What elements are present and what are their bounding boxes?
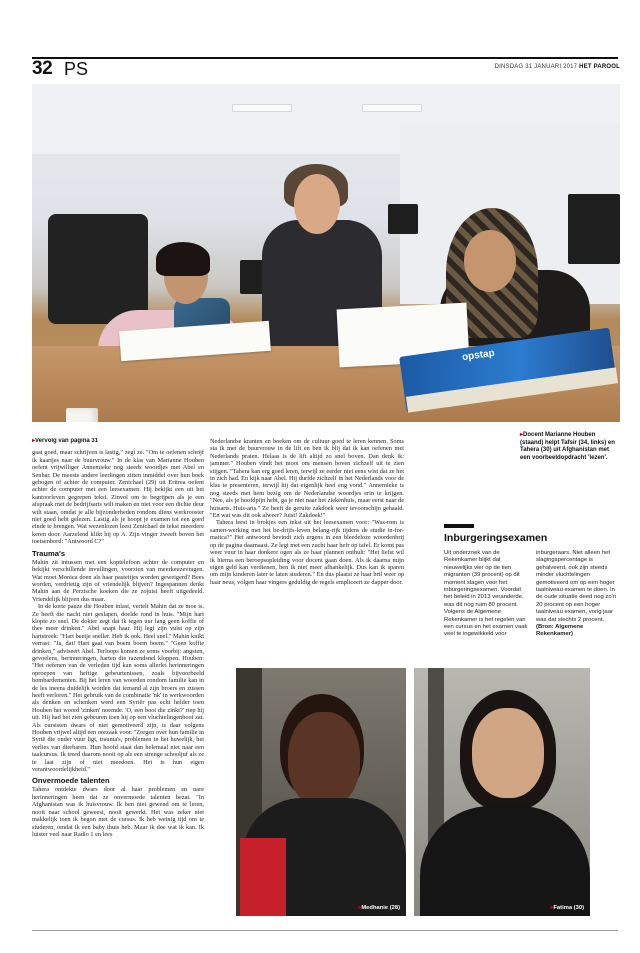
article-column-2: [210, 438, 404, 662]
article-column-1: [32, 438, 204, 926]
face: [294, 174, 340, 234]
face: [464, 230, 516, 292]
ceiling-light: [362, 104, 422, 112]
box-body: Uit onderzoek van de Rekenkamer blijkt dat nieuwelijks vier op de tien migranten (39 procent) op dit moment slagen voor het inburgeringsexamen. Voordat het beleid in 2013 veranderde, was dit nog ruim 80 procent. Volgens de Algemene Rekenkamer is het regelen van een cursus en het examen vaak veel te ingewikkeld voor inburgeraars. Niet alleen het slagingspercentage is gehalveerd, ook zijn steeds minder vluchtelingen gemotiveerd om op een hoger taalniveau examen te doen. In de oude situatie deed nog zo'n 20 procent op een hoger taalniveau examen, vorig jaar was dat slechts 2 procent.: [444, 550, 617, 638]
top-rule: [32, 57, 618, 59]
section-name: PS: [64, 59, 89, 79]
portrait-label: ▸ Fatima (30): [550, 905, 584, 911]
face: [288, 712, 360, 808]
paragraph: gaat goed, maar schrijven is lastig," zegt ze. "Om te oefenen schrijf ik kaartjes naar de buurvrouw." In de klas van Marianne Houben oefent vrijwilliger Annemieke nog steeds woordjes met Abel en Senhar. De meeste andere leerlingen zitten inmiddel over hun boek gebogen of achter de computer. Zenichael (29) uit Eritrea oefent achter de computer met een leesexamen. Hij bekijkt een uit het kantoorleven gegrepen tekst. Zinvol om te begrijpen als je een afspraak met de bedrijfsarts wilt maken en niet voor een dichte deur wilt staan, omdat je alle bijzonderheden rondom diens werkrooster niet goed hebt gelezen. Lastig als je hoopt je examen tot een goed einde te brengen. Wat wezenlozen leest Zenichael de tekst meerdere keren door. Aarzelend klikt hij op A. Zijn vinger zweeft boven het toetsenbord: "Antwoord C?": [32, 449, 204, 546]
page-number: 32: [32, 58, 53, 79]
paragraph: Mahin zit intussen met een koptelefoon achter de computer en bekijkt verschillende invullingen, voorzien van meerkeuzevragen. Wat moet Monica doen als haar pasteitjes worden geweigerd? Bees worden, verdrietig zijn of vriendelijk blijven? Ingespannen denkt Mahin aan de Perzische koeken die ze zojuist heeft uitgedeeld. Vriendelijk blijven dus maar.: [32, 558, 204, 603]
box-heading: Inburgeringsexamen: [444, 532, 548, 544]
black-top: [420, 806, 590, 916]
portrait-fatima: [414, 668, 590, 916]
book-title: opstap: [461, 347, 496, 364]
continued-from: ▸ Vervolg van pagina 31: [32, 438, 204, 445]
paragraph: Nederlandse kranten en boeken om de cultuur goed te leren kennen. Soms sta ik met de buurvrouw in de lift en ben ik blij dat ik kan oefenen met Nederlands praten. Helaas is de lift altijd zo snel boven. Dan denk ik: jammer." Houben vindt het mooi om mensen boven zichzelf uit te zien stijgen. "Tahera kan erg goed leren, terwijl ze eerder niet eens wist dat ze het in zich had. En kijk naar Abel. Hij durfde zichzelf in het Nederlands voor de klas te presenteren, terwijl hij dat eigenlijk heel eng vond." Annemieke is nog steeds met hem bezig om de Nederlandse woordjes erin te krijgen. "Nee, als je hoofdpijn hebt, ga je niet naar het ziekenhuis, maar eerst naar de huisarts. Huis-arts." Ze heeft de geruite zakdoek weer tevoorschijn gehaald. "En wat was dit ook alweer? Juist! Zakdoek!": [210, 438, 404, 520]
paper-cup: [66, 408, 98, 422]
subheading: Onvermoede talenten: [32, 776, 110, 786]
paragraph: In de korte pauze die Houben inlast, vertelt Mahin dat ze moe is. Ze heeft die nacht niet geslapen, doelde rond in huis. "Mijn hart klopte zo snel. De dokter zegt dat ik tegen uur lang geen koffie of thee meer drinken." Abel snapt haar. Hij legt zijn vuist op zijn hartstreek: "Hart beetje sneller. Heb ik ook. Heel snel." Mahin knikt verrast: "Ja, dat! Hart gaat van boem boem boem." "Geen koffie drinken," adviseert Abel. Terloops komen ze soms voorbij: angsten, gevoelens, herinneringen, harten die razendsnel kloppen. Houben: "Het oefenen van de verleden tijd kan soms allerlei herinneringen oproepen van heftige gebeurtenissen, zoals bijvoorbeeld bombardementen. Bij het leren van woorden rondom familie kan in de les ineens duidelijk worden dat iemand al zijn broers en zussen heeft verloren." Het gebruik van de combinatie 'nk' in werkwoorden als denken en schenken werd een Syriër pas echt helder toen Houben het woord 'zinken' noemde. 'O, een boot die zinkt?' riep hij uit. Hij had het zien gebeuren toen hij op een vluchtelingenboot zat. Als cursisten dwars of niet gemotiveerd zijn, is daar volgens Houben vrijwel altijd een oorzaak voor. "Zorgen over hun familie in Syrië die onder vuur ligt, trauma's, problemen in het huwelijk, het verlies van dierbaren. Hun hoofd staat dan helemaal niet naar een taalcursus. Ik treed daarom nooit op als een strenge schooljuf als ze te laat zijn of niet meedoen. Het is hun eigen verantwoordelijkheid.": [32, 603, 204, 774]
box-source: (Bron: Algemene Rekenkamer): [536, 624, 584, 638]
paper-name: HET PAROOL: [579, 64, 620, 70]
issue-date: DINSDAG 31 JANUARI 2017 HET PAROOL: [494, 64, 620, 70]
box-marker: [444, 524, 474, 528]
computer-monitor: [568, 194, 620, 264]
main-photo: [32, 84, 620, 422]
portrait-medhanie: [236, 668, 406, 916]
red-shirt: [240, 838, 286, 916]
portrait-label: ▸ Medhanie (28): [358, 905, 400, 911]
page-header: [32, 60, 620, 80]
bottom-rule: [32, 930, 618, 931]
subheading: Trauma's: [32, 548, 66, 558]
computer-monitor: [388, 204, 418, 234]
photo-caption: ▸ Docent Marianne Houben (staand) helpt Tafsir (34, links) en Tahera (30) uit Afghanistan met een voorbeeldopdracht 'lezen'.: [520, 432, 620, 462]
ceiling-light: [232, 104, 292, 112]
face: [472, 708, 544, 798]
paragraph: Tahera leest in brokjes een tekst uit het leesexamen voor: "Was-rom is samen-werking met het be-drijfs-leven belang-rijk tijdens de studie in-for-matica?" Het antwoord bevindt zich ergens in een bleedeloze woordenbrij op de pagina daarnaast. Ze legt met een zucht haar hefr op tafel. Er komt pas weer vuur in haar donkere ogen als ze haar plannen onthult: "Het liefst wil ik hierna een beroepsopleiding voor docent gaan doen. Als ik daarna mijn eigen geld kan verdienen, ben ik niet meer afhankelijk. Dus kan ik sparen om mijn kinderen later te laten studeren." En dus plaatst ze haar bril weer op haar neus, volgen haar vingers geduldig de regels empliceert ze dapper door.: [210, 519, 404, 586]
box-text: [444, 550, 620, 639]
office-chair: [48, 214, 148, 324]
hair: [156, 242, 210, 276]
paragraph: Tahera ontdekte dwars door al haar problemen en nare herinneringen heen dat ze onvermoede talenten bezat. "In Afghanistan was ik huisvrouw. Ik ben niet gewend om te leren, nooit naar school geweest, nooit gewerkt. Het was zeker niet makkelijk toen ik begon met de cursus. Ik heb weinig tijd om te studeren, omdat ik een baby thuis heb. Maar ik doe wat ik kan. Ik luister veel naar Radio 1 en lees: [32, 786, 204, 838]
